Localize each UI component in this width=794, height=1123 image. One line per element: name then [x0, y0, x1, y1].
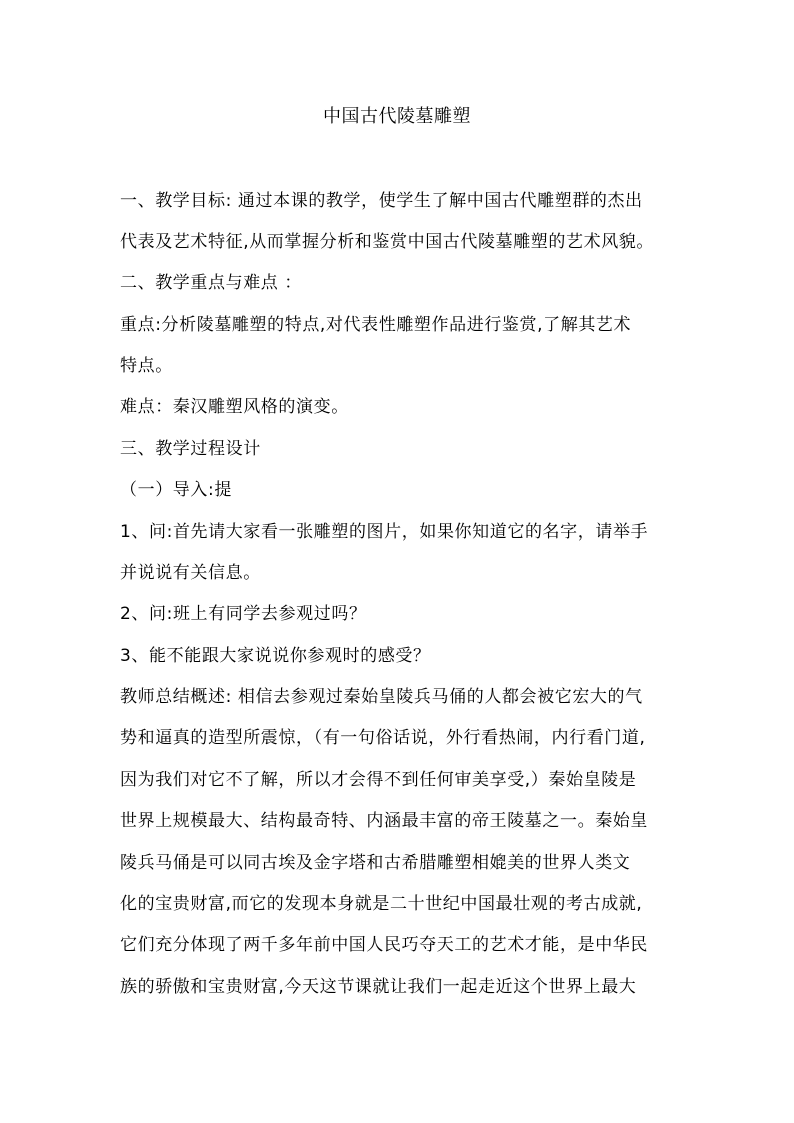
paragraph-line: 它们充分体现了两千多年前中国人民巧夺天工的艺术才能，是中华民 — [120, 935, 648, 955]
paragraph-line: 化的宝贵财富,而它的发现本身就是二十世纪中国最壮观的考古成就, — [120, 894, 643, 914]
paragraph-line: 难点：秦汉雕塑风格的演变。 — [120, 397, 349, 417]
paragraph-line: 2、问:班上有同学去参观过吗？ — [120, 604, 367, 624]
paragraph-line: 并说说有关信息。 — [120, 563, 261, 583]
paragraph-line: 陵兵马俑是可以同古埃及金字塔和古希腊雕塑相媲美的世界人类文 — [120, 853, 631, 873]
paragraph-line: 重点:分析陵墓雕塑的特点,对代表性雕塑作品进行鉴赏,了解其艺术 — [120, 315, 632, 335]
paragraph-line: 一、教学目标: 通过本课的教学，使学生了解中国古代雕塑群的杰出 — [120, 191, 643, 211]
paragraph-line: 代表及艺术特征,从而掌握分析和鉴赏中国古代陵墓雕塑的艺术风貌。 — [120, 232, 655, 252]
section-heading: 三、教学过程设计 — [120, 439, 261, 459]
section-heading: 二、教学重点与难点 ： — [120, 273, 303, 293]
paragraph-line: 1、问:首先请大家看一张雕塑的图片，如果你知道它的名字，请举手 — [120, 522, 649, 542]
subsection-heading: （一）导入:提 — [120, 480, 232, 500]
paragraph-line: 教师总结概述: 相信去参观过秦始皇陵兵马俑的人都会被它宏大的气 — [120, 687, 643, 707]
paragraph-line: 因为我们对它不了解，所以才会得不到任何审美享受,）秦始皇陵是 — [120, 770, 637, 790]
document-title: 中国古代陵墓雕塑 — [323, 106, 471, 127]
paragraph-line: 势和逼真的造型所震惊，（有一句俗话说，外行看热闹，内行看门道, — [120, 728, 646, 748]
paragraph-line: 族的骄傲和宝贵财富,今天这节课就让我们一起走近这个世界上最大 — [120, 977, 637, 997]
paragraph-line: 世界上规模最大、结构最奇特、内涵最丰富的帝王陵墓之一。秦始皇 — [120, 811, 648, 831]
paragraph-line: 特点。 — [120, 356, 173, 376]
paragraph-line: 3、能不能跟大家说说你参观时的感受？ — [120, 646, 431, 666]
